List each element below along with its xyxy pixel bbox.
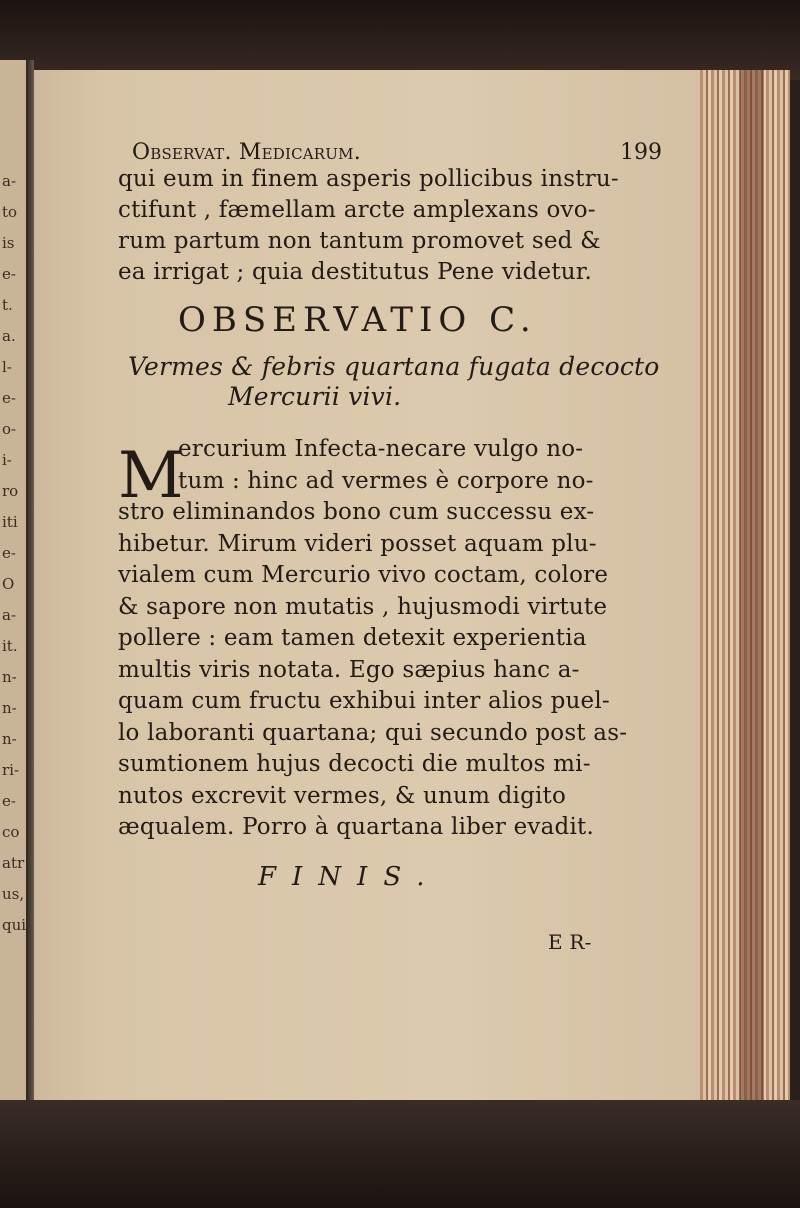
body-line: sumtionem hujus decocti die multos mi- xyxy=(118,751,591,777)
facing-page-fragment: l- xyxy=(2,358,12,376)
facing-page-fragment: e- xyxy=(2,389,16,407)
facing-page-fragment: qui xyxy=(2,916,27,934)
running-title: Observat. Medicarum. xyxy=(132,140,361,165)
observation-title: OBSERVATIO C. xyxy=(178,300,537,340)
facing-page-fragment: iti xyxy=(2,513,18,531)
cover-edge xyxy=(740,70,764,1100)
facing-page-fragment: e- xyxy=(2,544,16,562)
facing-page-fragment: is xyxy=(2,234,15,252)
facing-page-fragment: ri- xyxy=(2,761,20,779)
body-line: pollere : eam tamen detexit experientia xyxy=(118,625,587,651)
facing-page-fragment: i- xyxy=(2,451,12,469)
text-line: ea irrigat ; quia destitutus Pene videtur. xyxy=(118,259,592,285)
body-line: nutos excrevit vermes, & unum digito xyxy=(118,782,567,809)
observation-subtitle: Mercurii vivi. xyxy=(228,382,402,411)
facing-page-fragment: co xyxy=(2,823,20,841)
facing-page-fragment: it. xyxy=(2,637,18,655)
text-line: qui eum in finem asperis pollicibus instru- xyxy=(118,166,619,192)
body-line: quam cum fructu exhibui inter alios puel- xyxy=(118,688,610,714)
facing-page-fragment: n- xyxy=(2,699,17,717)
facing-page-fragment: ro xyxy=(2,482,19,500)
facing-page-fragment: a- xyxy=(2,606,17,624)
facing-page-fragment: n- xyxy=(2,730,17,748)
body-line: tum : hinc ad vermes è corpore no- xyxy=(178,467,594,494)
facing-page-fragment: e- xyxy=(2,792,16,810)
body-line: hibetur. Mirum videri posset aquam plu- xyxy=(118,530,597,557)
observation-subtitle: Vermes & febris quartana fugata decocto xyxy=(128,352,660,381)
facing-page-fragment: to xyxy=(2,203,18,221)
facing-page-fragment: e- xyxy=(2,265,16,283)
body-line: & sapore non mutatis , hujusmodi virtute xyxy=(118,593,608,620)
catchword: E R- xyxy=(548,930,592,954)
drop-cap: M xyxy=(118,439,184,513)
finis: FINIS. xyxy=(258,862,441,892)
body-line: æqualem. Porro à quartana liber evadit. xyxy=(118,814,594,840)
facing-page-fragment: a- xyxy=(2,172,17,190)
dark-background-top xyxy=(0,0,800,80)
book-gutter xyxy=(26,60,34,1110)
text-line: rum partum non tantum promovet sed & xyxy=(118,228,601,254)
body-line: stro eliminandos bono cum successu ex- xyxy=(118,499,595,525)
text-line: ctifunt , fæmellam arcte amplexans ovo- xyxy=(118,197,596,223)
facing-page-fragment: atr xyxy=(2,854,25,872)
page-number: 199 xyxy=(620,140,662,165)
facing-page-fragment: us, xyxy=(2,885,25,903)
facing-page-fragment: n- xyxy=(2,668,17,686)
body-line: vialem cum Mercurio vivo coctam, colore xyxy=(118,562,609,588)
facing-page-fragment: O xyxy=(2,575,15,593)
body-line: multis viris notata. Ego sæpius hanc a- xyxy=(118,656,580,683)
dark-background-bottom xyxy=(0,1100,800,1208)
facing-page-fragment: a. xyxy=(2,327,16,345)
facing-page-fragment: t. xyxy=(2,296,13,314)
body-line: ercurium Infecta-necare vulgo no- xyxy=(178,436,584,462)
facing-page-fragment: o- xyxy=(2,420,17,438)
body-line: lo laboranti quartana; qui secundo post as- xyxy=(118,719,628,746)
